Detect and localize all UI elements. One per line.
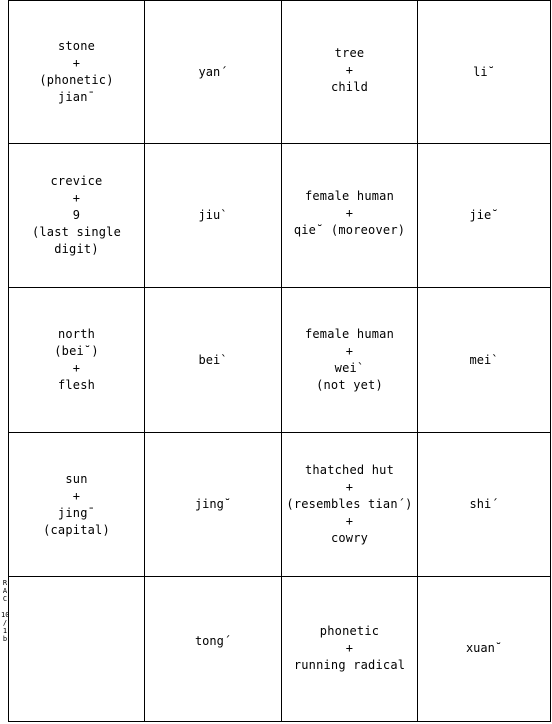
card-pronunciation — [418, 144, 550, 287]
margin-note-char: 1 — [2, 627, 8, 635]
composition-line: cowry — [330, 531, 369, 545]
composition-line: child — [330, 79, 369, 94]
composition-line: + — [345, 62, 354, 77]
composition-line: thatched hut — [304, 463, 395, 477]
composition-line: running radical — [293, 657, 406, 672]
card-char-composition — [282, 288, 417, 432]
composition-line: stone — [57, 39, 96, 53]
pronunciation-text: shi´ — [469, 497, 499, 511]
margin-note-char: A — [2, 587, 8, 595]
composition-line: + — [345, 640, 354, 655]
margin-note-char: / — [2, 619, 8, 627]
card-char-composition — [9, 288, 144, 432]
card-char-composition — [9, 144, 144, 287]
card-pronunciation — [145, 1, 281, 143]
card-char-composition — [9, 433, 144, 576]
composition-line: (phonetic) — [39, 73, 114, 87]
margin-note-char: b — [2, 635, 8, 643]
composition-line: + — [345, 480, 354, 494]
card-char-composition — [9, 1, 144, 143]
composition-line: + — [72, 191, 81, 205]
pronunciation-text: xuan˘ — [465, 640, 503, 655]
card-char-composition — [282, 1, 417, 143]
card-char-composition — [282, 144, 417, 287]
grid-line — [550, 0, 551, 722]
margin-note-char: C — [2, 595, 8, 603]
composition-line: tree — [334, 45, 365, 60]
pronunciation-text: jie˘ — [469, 208, 499, 222]
flashcard-grid — [8, 0, 551, 722]
card-pronunciation — [418, 433, 550, 576]
composition-line: flesh — [57, 378, 96, 392]
card-char-composition — [282, 433, 417, 576]
composition-line: phonetic — [319, 623, 380, 638]
pronunciation-text: li˘ — [473, 64, 495, 79]
composition-line: jing¯ — [57, 505, 96, 520]
composition-line: jian¯ — [57, 90, 96, 104]
pronunciation-text: jiu` — [198, 208, 228, 222]
composition-line: + — [345, 344, 354, 358]
composition-line: female human — [304, 327, 395, 341]
composition-line: crevice — [50, 174, 103, 188]
composition-line: sun — [65, 471, 88, 486]
composition-line: + — [72, 361, 81, 375]
pronunciation-text: mei` — [469, 352, 499, 367]
composition-line: (capital) — [43, 522, 110, 537]
card-pronunciation — [145, 577, 281, 721]
composition-line: + — [345, 206, 354, 220]
composition-line: + — [345, 514, 354, 528]
pronunciation-text: yan´ — [198, 64, 228, 79]
card-char-composition — [282, 577, 417, 721]
card-empty — [9, 577, 144, 721]
margin-note — [1, 579, 9, 643]
composition-line: (bei˘) — [54, 344, 99, 358]
composition-line: female human — [304, 189, 395, 203]
composition-line: + — [72, 488, 81, 503]
card-pronunciation — [418, 1, 550, 143]
composition-line: qie˘ (moreover) — [293, 223, 406, 237]
margin-note-char: 10 — [1, 611, 10, 619]
composition-line: (last single — [31, 225, 122, 239]
card-pronunciation — [418, 577, 550, 721]
card-pronunciation — [418, 288, 550, 432]
pronunciation-text: jing˘ — [194, 497, 232, 511]
pronunciation-text: tong´ — [194, 634, 232, 648]
grid-line — [8, 721, 551, 722]
margin-note-char — [1, 603, 9, 611]
composition-line: 9 — [72, 208, 81, 222]
composition-line: north — [57, 327, 96, 341]
composition-line: + — [72, 56, 81, 70]
card-pronunciation — [145, 288, 281, 432]
margin-note-char: R — [2, 579, 8, 587]
composition-line: wei` — [334, 361, 365, 375]
composition-line: digit) — [54, 242, 99, 256]
composition-line: (not yet) — [316, 378, 383, 392]
card-pronunciation — [145, 144, 281, 287]
pronunciation-text: bei` — [198, 352, 228, 367]
card-pronunciation — [145, 433, 281, 576]
composition-line: (resembles tian´) — [286, 497, 413, 511]
